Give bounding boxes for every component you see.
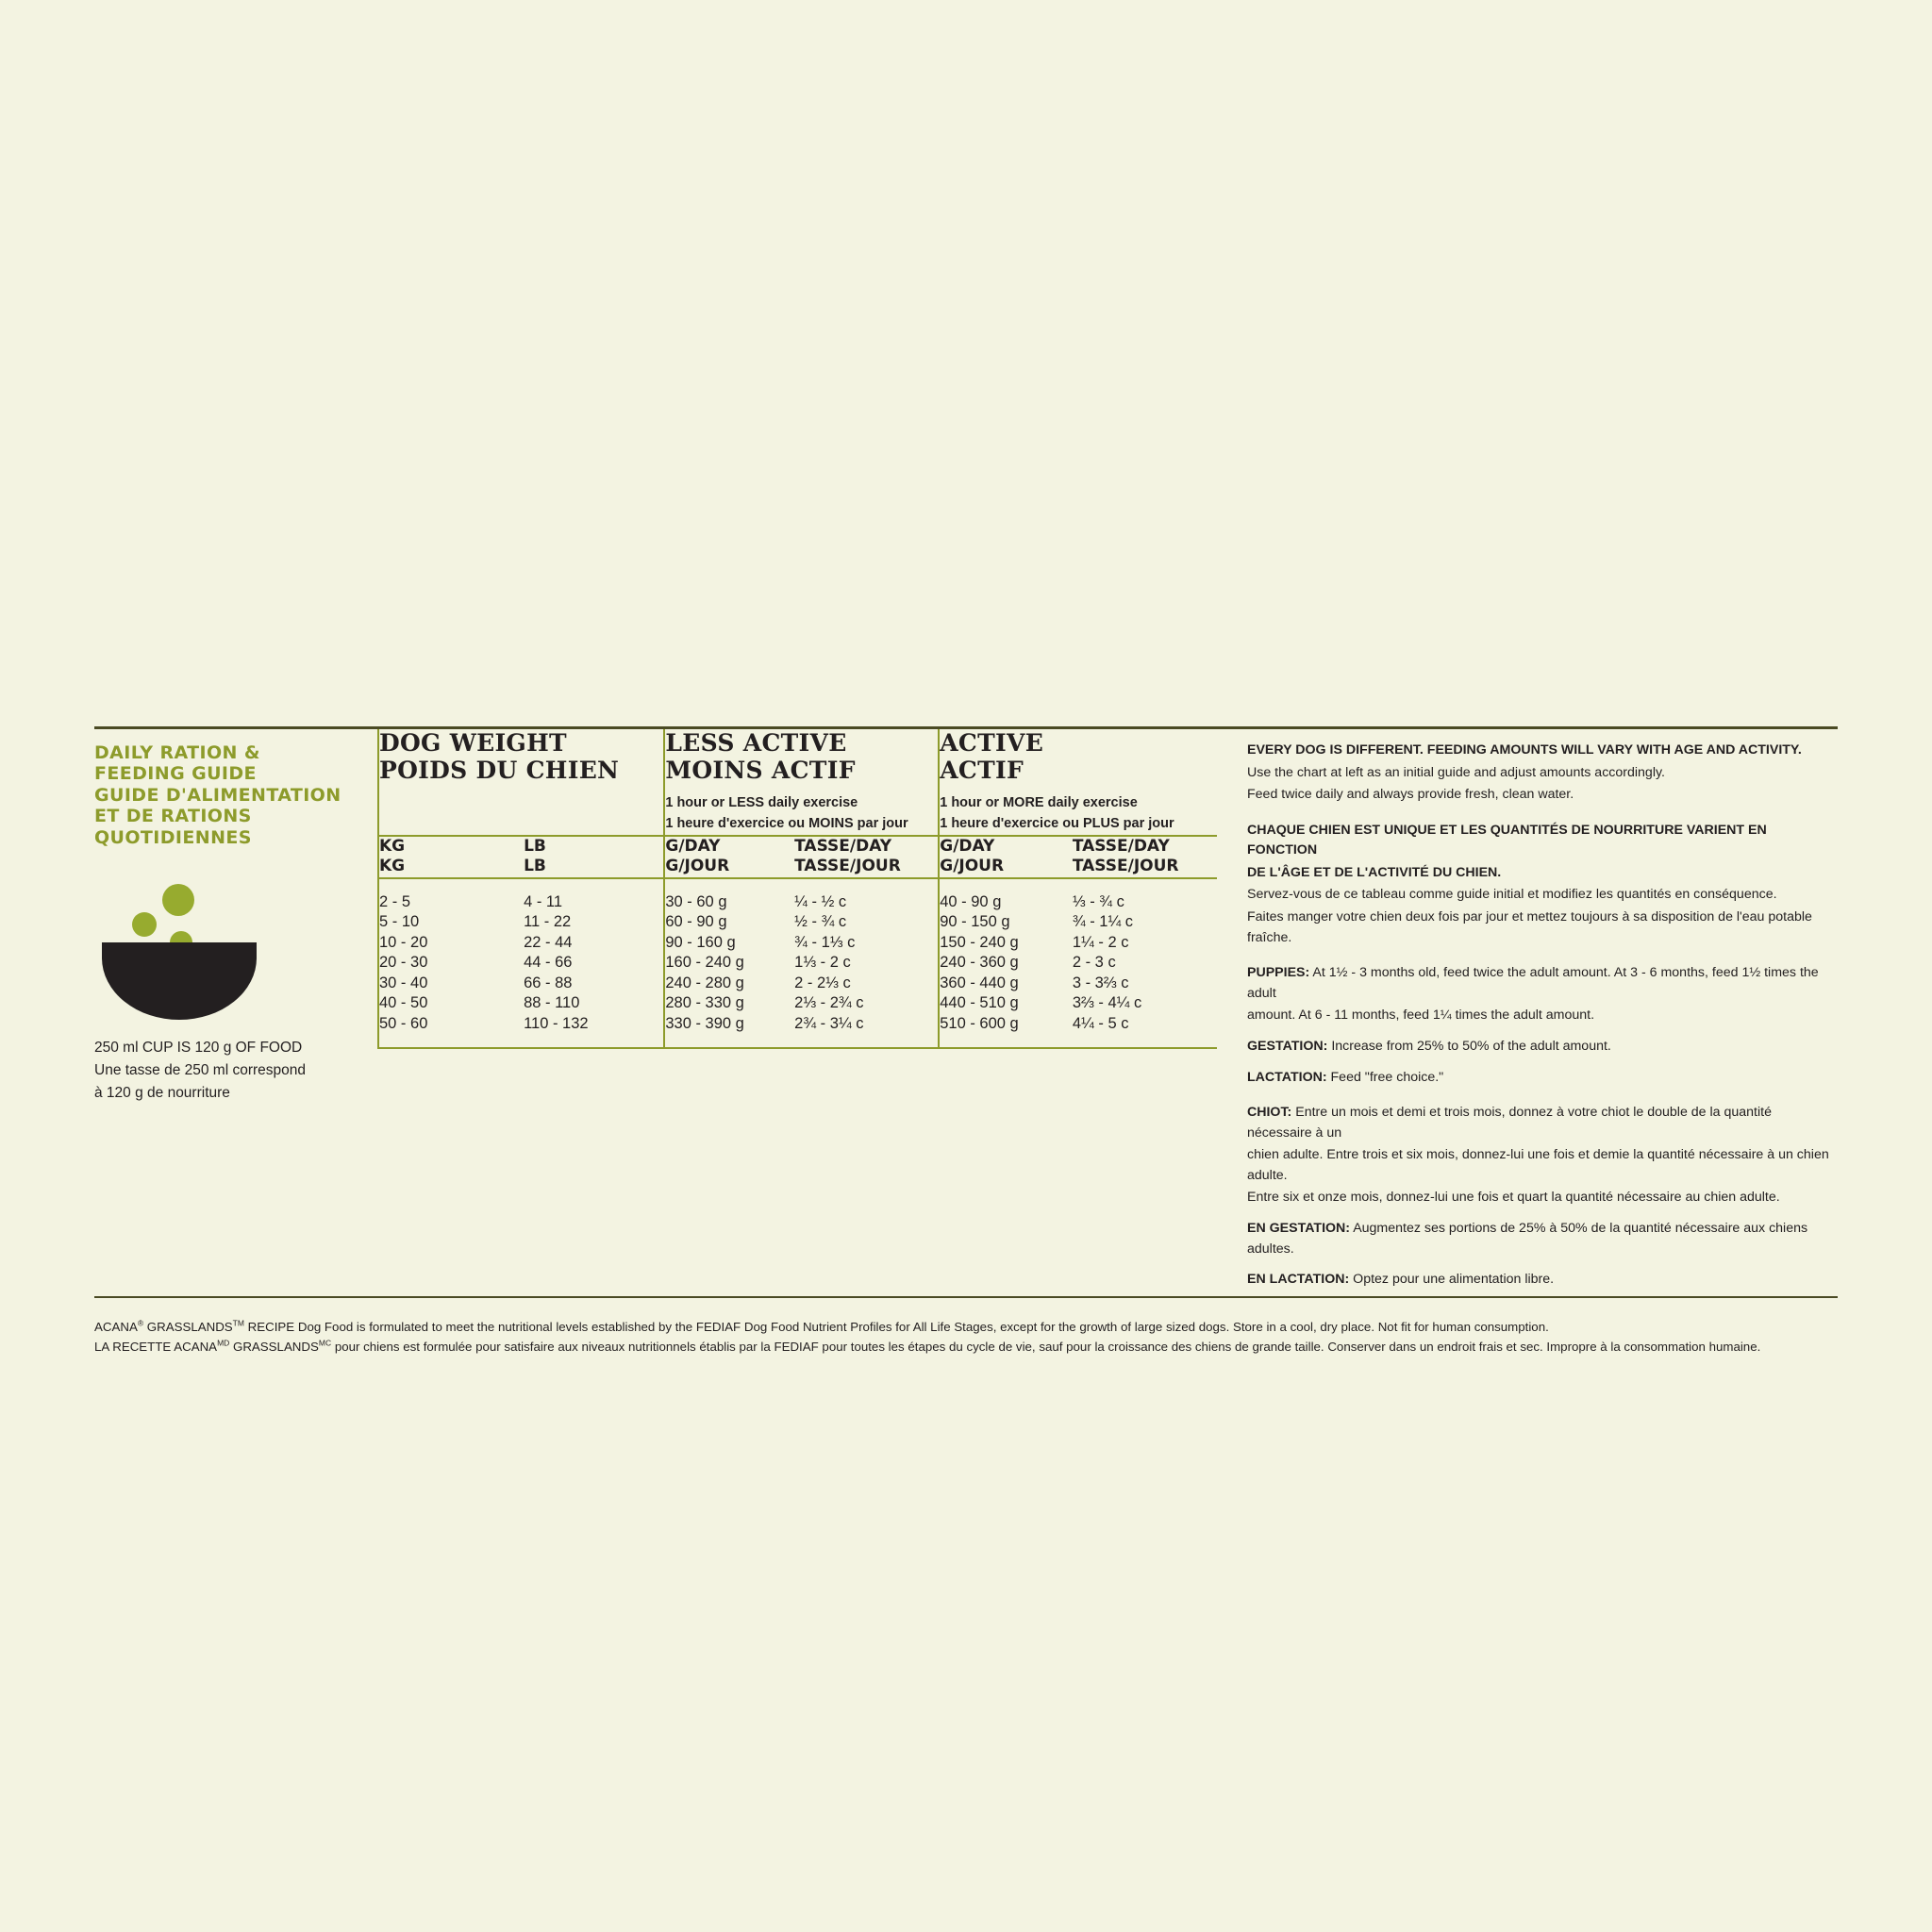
- footer-line-en: [94, 1317, 1838, 1338]
- footer-fr-body: pour chiens est formulée pour satisfaire aux niveaux nutritionnels établis par la FEDIAF pour toutes les étapes du cycle de vie, sauf pour la croissance des chiens de grande taille. Conserver dans un endroit frais et sec. Impropre à la consommation humaine.: [331, 1340, 1761, 1355]
- unit-line-1: LB: [524, 836, 546, 856]
- unit-line-1: KG: [379, 836, 406, 856]
- puppies-text-1: At 1½ - 3 months old, feed twice the adult amount. At 3 - 6 months, feed 1½ times the adult: [1247, 965, 1819, 1001]
- unit-line-2: KG: [379, 857, 406, 876]
- footer-fr-sup-2: MC: [318, 1338, 332, 1348]
- panel-title-line-3: GUIDE D'ALIMENTATION: [94, 784, 341, 806]
- cell-kg: 30 - 40: [379, 974, 428, 991]
- cell-lb: 44 - 66: [524, 954, 573, 972]
- table-row: [379, 878, 1217, 912]
- cell-less-gday: 330 - 390 g: [664, 1014, 794, 1047]
- cell-kg: 5 - 10: [379, 913, 420, 931]
- group-header-dog-weight: [379, 729, 664, 836]
- panel-title-line-2: FEEDING GUIDE: [94, 763, 257, 785]
- cell-lb: 66 - 88: [524, 974, 573, 991]
- panel-title-line-1: DAILY RATION &: [94, 742, 260, 763]
- cell-active-cupday: 4¼ - 5 c: [1072, 1014, 1129, 1032]
- cell-lb: 4 - 11: [524, 893, 563, 910]
- cell-active-cupday: ⅓ - ¾ c: [1072, 893, 1124, 910]
- group-sub-line-2: 1 heure d'exercice ou PLUS par jour: [940, 815, 1174, 831]
- lactation-label: LACTATION:: [1247, 1069, 1327, 1085]
- notes-lactation: [1247, 1068, 1838, 1089]
- table-row: [379, 933, 1217, 953]
- notes-heading-en: EVERY DOG IS DIFFERENT. FEEDING AMOUNTS WILL VARY WITH AGE AND ACTIVITY.: [1247, 742, 1802, 758]
- kibble-icon-2: [132, 912, 157, 937]
- cell-less-gday: 160 - 240 g: [664, 953, 794, 973]
- footer-en-recipe: GRASSLANDS: [143, 1319, 233, 1334]
- table-row: [379, 993, 1217, 1013]
- unit-line-1: G/DAY: [665, 836, 721, 856]
- cup-conversion-note: [94, 1037, 377, 1105]
- notes-en-line-2: Feed twice daily and always provide fresh, clean water.: [1247, 787, 1574, 803]
- unit-header-lb: [524, 836, 664, 879]
- cell-lb: 22 - 44: [524, 933, 573, 951]
- cell-less-cupday: 2⅓ - 2¾ c: [794, 994, 864, 1012]
- cell-active-gday: 90 - 150 g: [939, 912, 1073, 932]
- cell-less-gday: 280 - 330 g: [664, 993, 794, 1013]
- cell-less-cupday: ¾ - 1⅓ c: [794, 933, 856, 951]
- cell-active-gday: 440 - 510 g: [939, 993, 1073, 1013]
- cell-active-cupday: 2 - 3 c: [1072, 954, 1116, 972]
- notes-lactation-fr: [1247, 1270, 1838, 1291]
- footer-en-sup-2: TM: [232, 1318, 244, 1328]
- bottom-rule: [94, 1296, 1838, 1298]
- cell-less-cupday: 2 - 2⅓ c: [794, 974, 851, 991]
- notes-fr-line-2: Faites manger votre chien deux fois par jour et mettez toujours à sa disposition de l'eau potable fraîche.: [1247, 909, 1812, 945]
- notes-gestation-fr: [1247, 1219, 1838, 1259]
- table-row: [379, 1014, 1217, 1047]
- notes-chiot-line-2: chien adulte. Entre trois et six mois, donnez-lui une fois et demie la quantité nécessaire à un chien adulte.: [1247, 1147, 1829, 1183]
- cell-active-cupday: 1¼ - 2 c: [1072, 933, 1129, 951]
- group-title-line-1: ACTIVE: [940, 729, 1044, 757]
- feeding-notes-column: [1217, 729, 1838, 1292]
- unit-header-kg: [379, 836, 524, 879]
- cup-note-fr-line-2: à 120 g de nourriture: [94, 1085, 230, 1102]
- chiot-label: CHIOT:: [1247, 1105, 1292, 1121]
- table-bottom-rule: [379, 1047, 1217, 1048]
- unit-header-less-gday: [664, 836, 794, 879]
- chiot-text-1: Entre un mois et demi et trois mois, donnez à votre chiot le double de la quantité nécessaire à un: [1247, 1105, 1772, 1141]
- notes-puppies: [1247, 963, 1838, 1004]
- cell-kg: 40 - 50: [379, 994, 428, 1012]
- group-sub-line-1: 1 hour or LESS daily exercise: [665, 795, 858, 810]
- notes-chiot-line-3: Entre six et onze mois, donnez-lui une fois et quart la quantité nécessaire au chien adulte.: [1247, 1190, 1780, 1206]
- table-row: [379, 953, 1217, 973]
- cell-kg: 50 - 60: [379, 1014, 428, 1032]
- notes-heading-fr-line-1: CHAQUE CHIEN EST UNIQUE ET LES QUANTITÉS DE NOURRITURE VARIENT EN FONCTION: [1247, 822, 1767, 858]
- footer-line-fr: [94, 1337, 1838, 1357]
- notes-gestation: [1247, 1037, 1838, 1058]
- table-row: [379, 974, 1217, 993]
- cell-less-gday: 30 - 60 g: [664, 878, 794, 912]
- lactation-fr-text: Optez pour une alimentation libre.: [1349, 1272, 1555, 1288]
- feeding-guide-panel: [94, 726, 1838, 1357]
- group-sub-line-1: 1 hour or MORE daily exercise: [940, 795, 1138, 810]
- group-title-line-1: LESS ACTIVE: [665, 729, 847, 757]
- footer-en-sup-1: ®: [137, 1318, 144, 1328]
- footer-fr-recipe: GRASSLANDS: [229, 1340, 319, 1355]
- cell-lb: 11 - 22: [524, 913, 572, 931]
- cell-active-gday: 510 - 600 g: [939, 1014, 1073, 1047]
- gestation-fr-text: Augmentez ses portions de 25% à 50% de la quantité nécessaire aux chiens adultes.: [1247, 1220, 1808, 1257]
- notes-heading-fr-line-2: DE L'ÂGE ET DE L'ACTIVITÉ DU CHIEN.: [1247, 864, 1502, 880]
- cell-active-cupday: ¾ - 1¼ c: [1072, 913, 1134, 931]
- puppies-label: PUPPIES:: [1247, 965, 1310, 981]
- feeding-table-column: [377, 729, 1217, 1049]
- footer-en-brand: ACANA: [94, 1319, 138, 1334]
- notes-fr-line-1: Servez-vous de ce tableau comme guide initial et modifiez les quantités en conséquence.: [1247, 887, 1777, 903]
- table-row: [379, 912, 1217, 932]
- cell-active-cupday: 3 - 3⅔ c: [1072, 974, 1129, 991]
- cell-less-cupday: 1⅓ - 2 c: [794, 954, 851, 972]
- unit-header-active-cupday: [1073, 836, 1217, 879]
- feeding-chart-table: [379, 729, 1217, 1049]
- cell-active-gday: 360 - 440 g: [939, 974, 1073, 993]
- table-unit-header-row: [379, 836, 1217, 879]
- guide-main-row: [94, 729, 1838, 1292]
- gestation-text: Increase from 25% to 50% of the adult amount.: [1327, 1038, 1611, 1054]
- footer-fr-sup-1: MD: [217, 1338, 230, 1348]
- cell-active-gday: 40 - 90 g: [939, 878, 1073, 912]
- food-bowl-icon: [94, 880, 283, 1012]
- cell-kg: 10 - 20: [379, 933, 428, 951]
- group-title-line-2: POIDS DU CHIEN: [379, 757, 620, 784]
- cell-lb: 110 - 132: [524, 1014, 589, 1032]
- unit-line-2: LB: [524, 857, 546, 876]
- group-sub-line-2: 1 heure d'exercice ou MOINS par jour: [665, 815, 908, 831]
- panel-title-line-5: QUOTIDIENNES: [94, 826, 252, 848]
- cell-kg: 20 - 30: [379, 954, 428, 972]
- unit-header-less-cupday: [794, 836, 939, 879]
- legal-footer: [94, 1307, 1838, 1357]
- bowl-shape-icon: [102, 942, 257, 1020]
- unit-line-1: TASSE/DAY: [1072, 836, 1170, 856]
- notes-en-line-1: Use the chart at left as an initial guide and adjust amounts accordingly.: [1247, 764, 1665, 780]
- notes-puppies-line-2: amount. At 6 - 11 months, feed 1¼ times the adult amount.: [1247, 1008, 1595, 1024]
- cup-note-en: 250 ml CUP IS 120 g OF FOOD: [94, 1040, 303, 1057]
- lactation-fr-label: EN LACTATION:: [1247, 1272, 1350, 1288]
- gestation-fr-label: EN GESTATION:: [1247, 1220, 1351, 1236]
- unit-header-active-gday: [939, 836, 1073, 879]
- unit-line-2: TASSE/JOUR: [794, 857, 901, 876]
- brand-column: [94, 729, 377, 1105]
- unit-line-2: G/JOUR: [940, 857, 1005, 876]
- group-header-active: [939, 729, 1217, 836]
- footer-fr-brand: LA RECETTE ACANA: [94, 1340, 218, 1355]
- panel-title-line-4: ET DE RATIONS: [94, 806, 252, 827]
- cell-less-cupday: 2¾ - 3¼ c: [794, 1014, 864, 1032]
- unit-line-2: TASSE/JOUR: [1072, 857, 1179, 876]
- unit-line-1: G/DAY: [940, 836, 995, 856]
- cup-note-fr-line-1: Une tasse de 250 ml correspond: [94, 1062, 307, 1079]
- group-title-line-2: MOINS ACTIF: [665, 757, 856, 784]
- cell-less-cupday: ½ - ¾ c: [794, 913, 847, 931]
- footer-en-body: RECIPE Dog Food is formulated to meet the nutritional levels established by the FEDIAF Dog Food Nutrient Profiles for All Life Stages, except for the growth of large sized dogs. Store in a cool, dry place. Not fit for human consumption.: [243, 1319, 1549, 1334]
- group-title-line-1: DOG WEIGHT: [379, 729, 567, 757]
- panel-title: [94, 742, 377, 848]
- kibble-icon-1: [162, 884, 194, 916]
- cell-less-cupday: ¼ - ½ c: [794, 893, 847, 910]
- group-title-line-2: ACTIF: [940, 757, 1024, 784]
- cell-less-gday: 60 - 90 g: [664, 912, 794, 932]
- cell-kg: 2 - 5: [379, 893, 411, 910]
- lactation-text: Feed "free choice.": [1326, 1069, 1444, 1085]
- cell-lb: 88 - 110: [524, 994, 580, 1012]
- group-header-less-active: [664, 729, 939, 836]
- notes-chiot: [1247, 1103, 1838, 1143]
- cell-less-gday: 240 - 280 g: [664, 974, 794, 993]
- gestation-label: GESTATION:: [1247, 1038, 1328, 1054]
- cell-active-cupday: 3⅔ - 4¼ c: [1072, 994, 1142, 1012]
- unit-line-2: G/JOUR: [665, 857, 730, 876]
- cell-less-gday: 90 - 160 g: [664, 933, 794, 953]
- cell-active-gday: 240 - 360 g: [939, 953, 1073, 973]
- unit-line-1: TASSE/DAY: [794, 836, 892, 856]
- table-group-header-row: [379, 729, 1217, 836]
- cell-active-gday: 150 - 240 g: [939, 933, 1073, 953]
